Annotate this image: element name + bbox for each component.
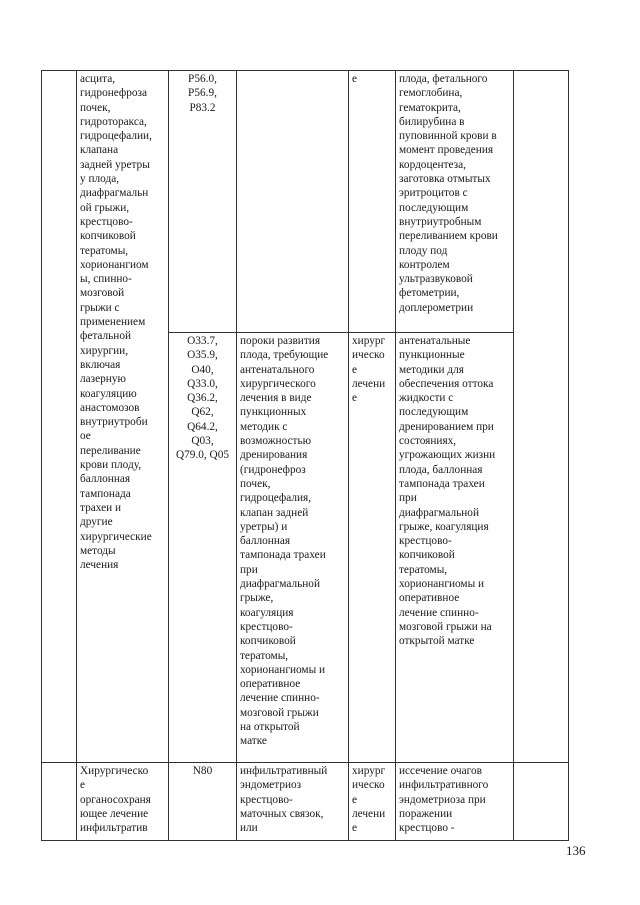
treatment-kind-cell: хирург ическо е лечени е [349,763,396,841]
icd-codes-cell: N80 [169,763,237,841]
table-row [42,71,569,333]
patient-model-cell [237,71,349,333]
treatment-description-cell: иссечение очагов инфильтративного эндометриоза при поражении крестцово - [396,763,514,841]
icd-codes-cell: O33.7, O35.9, O40, Q33.0, Q36.2, Q62, Q64.2, Q03, Q79.0, Q05 [169,333,237,763]
cost-norm-cell [514,763,569,841]
table-row [42,763,569,841]
treatment-kind-cell: хирург ическо е лечени е [349,333,396,763]
patient-model-cell: инфильтративный эндометриоз крестцово- маточных связок, или [237,763,349,841]
treatment-method-cell: асцита, гидронефроза почек, гидроторакса, гидроцефалии, клапана задней уретры у плода, диафрагмальн ой грыжи, крестцово- копчиковой тератомы, хорионангиом ы, спинно- мозговой грыжи с применением фетальной хирургии, включая лазерную коагуляцию анастомозов внутриутроби ое переливание крови плоду, баллонная тампонада трахеи и другие хирургические методы лечения [77,71,169,763]
treatment-method-cell: Хирургическо е органосохраня ющее лечение инфильтратив [77,763,169,841]
icd-codes-cell: P56.0, P56.9, P83.2 [169,71,237,333]
page-number: 136 [566,843,586,858]
row-number-cell [42,71,77,763]
treatment-kind-cell: е [349,71,396,333]
row-number-cell [42,763,77,841]
patient-model-cell: пороки развития плода, требующие антенатального хирургического лечения в виде пункционных методик с возможностью дренирования (гидронефроз почек, гидроцефалия, клапан задней уретры) и баллонная тампонада трахеи при диафрагмальной грыже, коагуляция крестцово- копчиковой тератомы, хорионангиомы и оперативное лечение спинно- мозговой грыжи на открытой матке [237,333,349,763]
cost-norm-cell [514,71,569,763]
medical-care-table [41,70,569,841]
treatment-description-cell: плода, фетального гемоглобина, гематокрита, билирубина в пуповинной крови в момент проведения кордоцентеза, заготовка отмытых эритроцитов с последующим внутриутробным переливанием крови плоду под контролем ультразвуковой фетометрии, доплерометрии [396,71,514,333]
treatment-description-cell: антенатальные пункционные методики для обеспечения оттока жидкости с последующим дренированием при состояниях, угрожающих жизни плода, баллонная тампонада трахеи при диафрагмальной грыже, коагуляция крестцово- копчиковой тератомы, хорионангиомы и оперативное лечение спинно- мозговой грыжи на открытой матке [396,333,514,763]
